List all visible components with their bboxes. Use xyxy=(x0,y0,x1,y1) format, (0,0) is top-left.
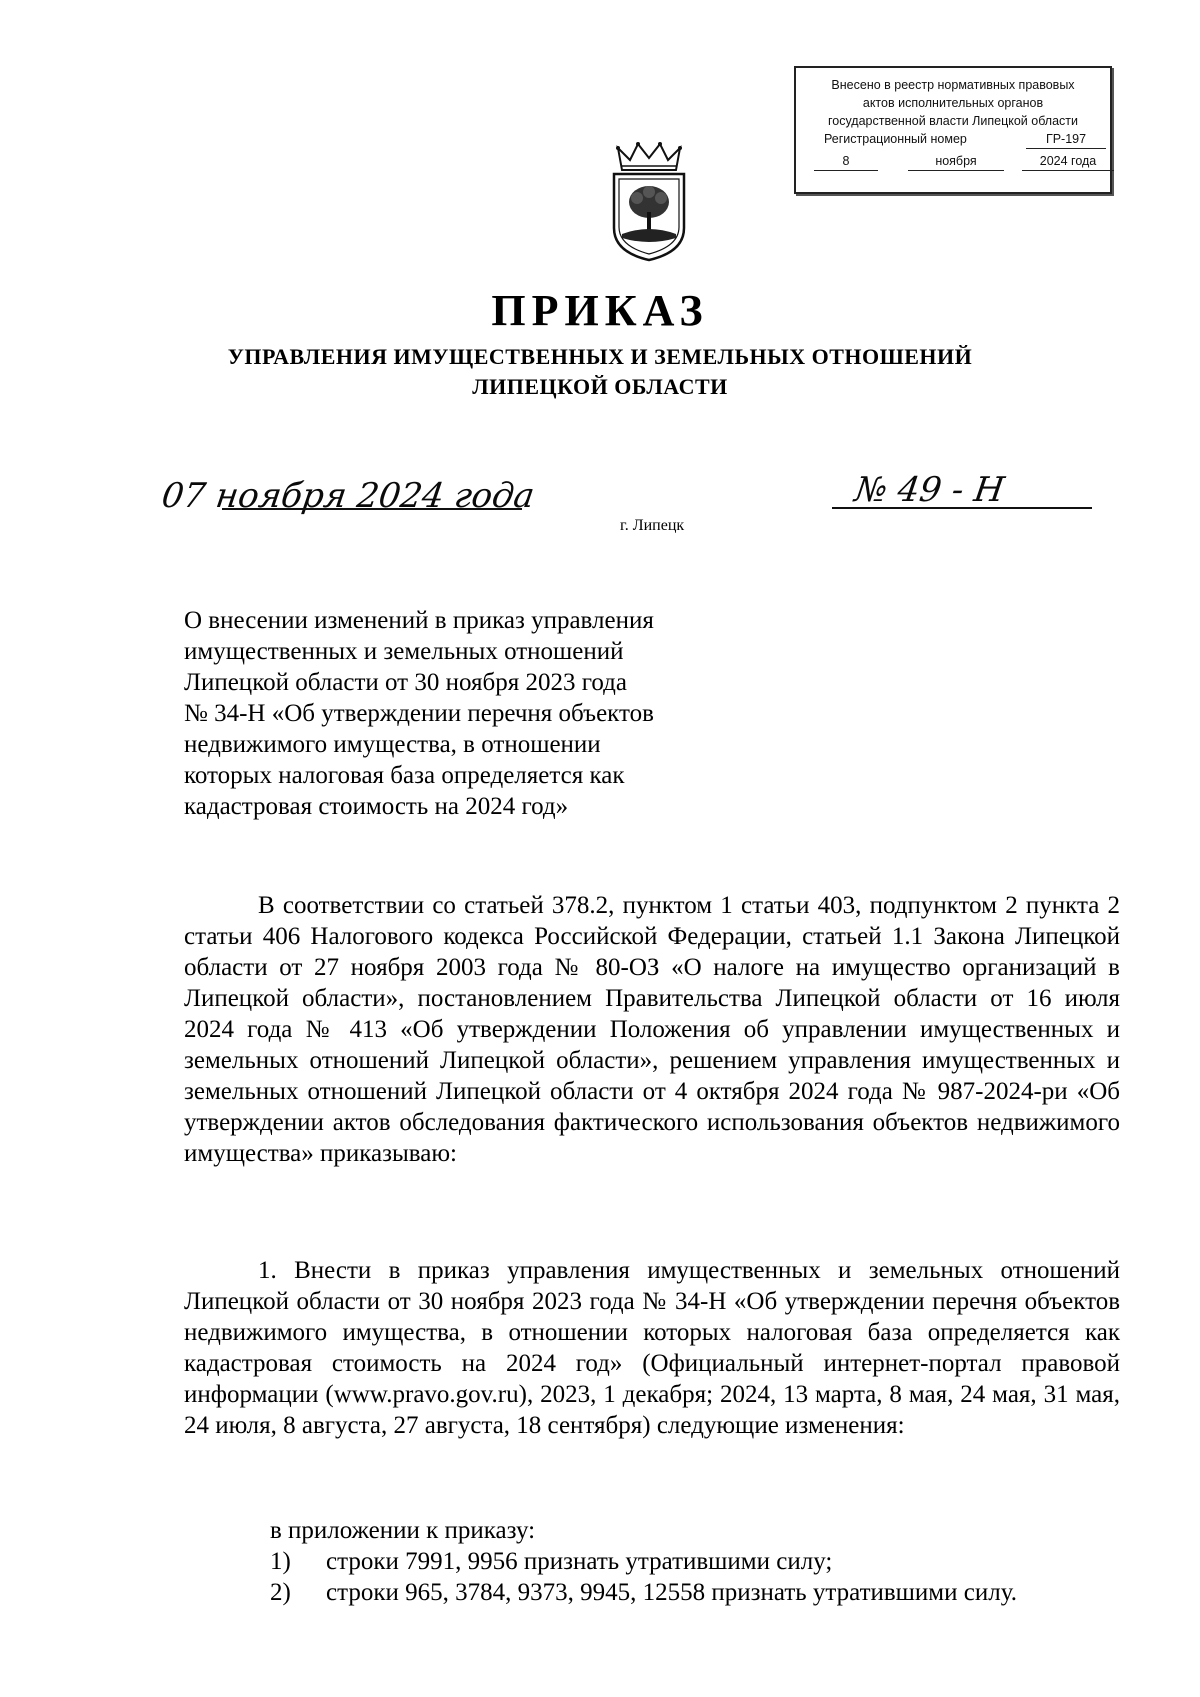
preamble-section xyxy=(184,890,1120,1169)
coat-of-arms-icon xyxy=(604,142,694,264)
stamp-month: ноября xyxy=(908,152,1004,171)
stamp-line-2: актов исполнительных органов xyxy=(862,96,1044,110)
list-item-text: строки 7991, 9956 признать утратившими силу; xyxy=(326,1548,833,1575)
heading-line: О внесении изменений в приказ управления xyxy=(184,607,654,634)
stamp-registration-row xyxy=(808,130,1098,148)
heading-line: Липецкой области от 30 ноября 2023 года xyxy=(184,669,627,696)
list-item xyxy=(270,1546,1150,1577)
list-item-number: 1) xyxy=(270,1548,291,1575)
stamp-day: 8 xyxy=(814,152,878,171)
order-heading xyxy=(184,605,744,822)
city-label: г. Липецк xyxy=(620,517,685,534)
stamp-registration-label: Регистрационный номер xyxy=(824,132,967,146)
stamp-date-row xyxy=(808,152,1098,170)
document-title: ПРИКАЗ xyxy=(491,286,709,335)
document-subtitle-line-2: ЛИПЕЦКОЙ ОБЛАСТИ xyxy=(472,374,728,399)
appendix-changes-list xyxy=(270,1515,1150,1608)
item-1-paragraph: 1. Внести в приказ управления имущественных и земельных отношений Липецкой области от 30 ноября 2023 года № 34-Н «Об утверждении перечня объектов недвижимого имущества, в отношении которых налоговая база определяется как кадастровая стоимость на 2024 год» (Официальный интернет-портал правовой информации (www.pravo.gov.ru), 2023, 1 декабря; 2024, 13 марта, 8 мая, 24 мая, 31 мая, 24 июля, 8 августа, 27 августа, 18 сентября) следующие изменения: xyxy=(184,1257,1120,1439)
heading-line: недвижимого имущества, в отношении xyxy=(184,731,601,758)
appendix-intro: в приложении к приказу: xyxy=(270,1517,536,1544)
heading-line: имущественных и земельных отношений xyxy=(184,638,624,665)
heading-line: № 34-Н «Об утверждении перечня объектов xyxy=(184,700,654,727)
date-underline xyxy=(222,508,522,510)
document-subtitle-line-1: УПРАВЛЕНИЯ ИМУЩЕСТВЕННЫХ И ЗЕМЕЛЬНЫХ ОТНОШЕНИЙ xyxy=(227,344,973,369)
handwritten-date: 07 ноября 2024 года xyxy=(159,476,537,516)
stamp-year: 2024 года xyxy=(1022,152,1114,171)
registry-stamp xyxy=(794,66,1112,194)
preamble-paragraph: В соответствии со статьей 378.2, пунктом 1 статьи 403, подпунктом 2 пункта 2 статьи 406 Налогового кодекса Российской Федерации, статьей 1.1 Закона Липецкой области от 27 ноября 2003 года № 80-ОЗ «О налоге на имущество организаций в Липецкой области», постановлением Правительства Липецкой области от 16 июля 2024 года № 413 «Об утверждении Положения об управлении имущественных и земельных отношений Липецкой области», решением управления имущественных и земельных отношений Липецкой области от 4 октября 2024 года № 987-2024-ри «Об утверждении актов обследования фактического использования объектов недвижимого имущества» приказываю: xyxy=(184,892,1120,1167)
stamp-line-3: государственной власти Липецкой области xyxy=(827,114,1079,128)
heading-line: кадастровая стоимость на 2024 год» xyxy=(184,793,569,820)
item-1-section xyxy=(184,1255,1120,1441)
heading-line: которых налоговая база определяется как xyxy=(184,762,625,789)
number-underline xyxy=(832,507,1092,509)
list-item-number: 2) xyxy=(270,1579,291,1606)
stamp-registration-number: ГР-197 xyxy=(1026,130,1106,149)
stamp-line-1: Внесено в реестр нормативных правовых xyxy=(831,78,1075,92)
list-item-text: строки 965, 3784, 9373, 9945, 12558 признать утратившими силу. xyxy=(326,1579,1017,1606)
list-item xyxy=(270,1577,1150,1608)
handwritten-number: № 49 - Н xyxy=(852,470,1007,510)
